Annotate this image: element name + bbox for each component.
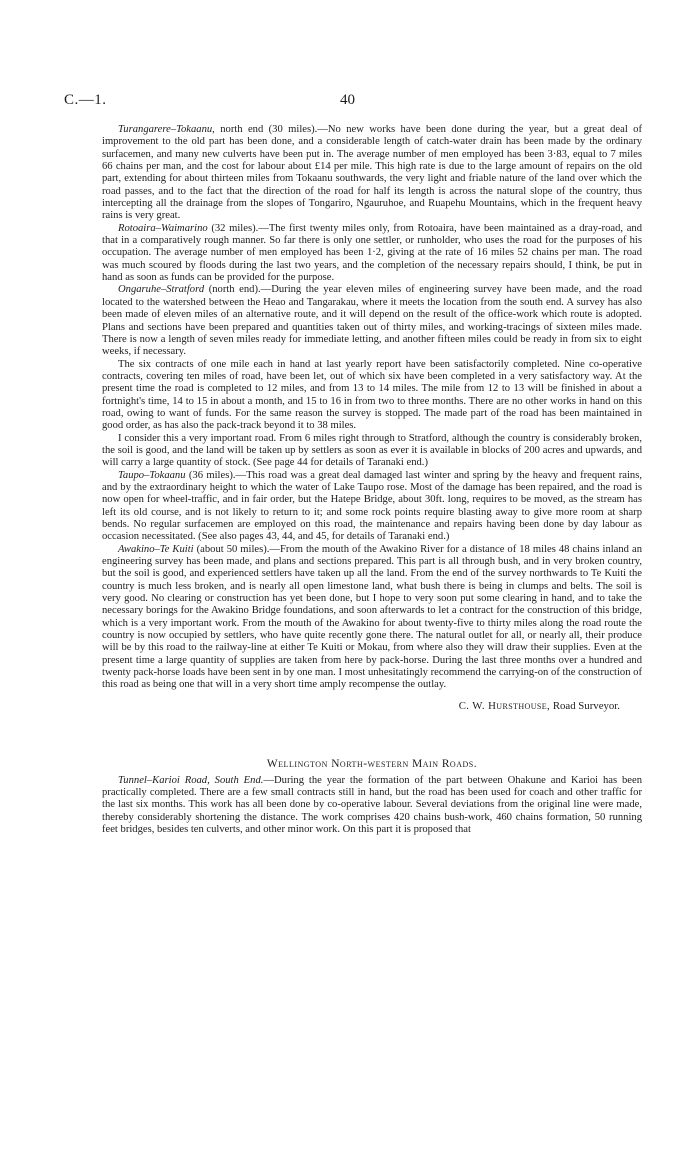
- paragraph-text: —During the year the formation of the part between Ohakune and Karioi has been practically completed. There are a few small contracts still in hand, but the road has been used for coach and other traffic for the last six months. This work has all been done by co-operative labour. Several deviations from the original line were made, thereby considerably shortening the distance. The work comprises 420 chains bush-work, 460 chains formation, 50 running feet bridges, besides ten culverts, and other minor work. On this part it is proposed that: [102, 774, 642, 835]
- paragraph-text: The six contracts of one mile each in hand at last yearly report have been satisfactorily completed. Nine co-operative contracts, covering ten miles of road, have been let, out of which six have been completed in a very satisfactory way. At the present time the road is completed to 12 miles, and from 13 to 14 miles. The mile from 12 to 13 will be finished in about a fortnight's time, 14 to 15 in about a month, and 15 to 16 in from two to three months. There are no other works in hand on this road, owing to want of funds. For the same reason the survey is stopped. The made part of the road has been maintained in good order, as has also the pack-track beyond it to 38 miles.: [102, 358, 642, 432]
- paragraph-text: (about 50 miles).—From the mouth of the Awakino River for a distance of 18 miles 48 chains inland an engineering survey has been made, and plans and sections prepared. This part is all through bush, and in very broken country, but the soil is good, and experienced settlers have taken up all the land. From the end of the survey northwards to Te Kuiti the country is much less broken, and is nearly all open limestone land, what bush there is being in clumps and belts. The soil is very good. No clearing or construction has yet been done, but I hope to very soon put some clearing in hand, and to take the necessary borings for the Awakino Bridge foundations, and soon afterwards to let a contract for the construction of this bridge, which is a very important work. From the mouth of the Awakino for about twenty-five to thirty miles along the road route the country is now occupied by settlers, who have quite recently gone there. The natural outlet for all, or nearly all, their produce will be by this road to the railway-line at either Te Kuiti or Mokau, from where also they will draw their supplies. Even at the present time a large quantity of supplies are taken from here by pack-horse. During the last three months over a hundred and twenty pack-horse loads have been sent in by one man. I most unhesitatingly recommend the carrying-on of the construction of this road as being one that will in a very short time amply recompense the outlay.: [102, 543, 642, 691]
- paragraph-contracts: [102, 359, 642, 433]
- paragraph-rotoaira-waimarino: [102, 223, 642, 285]
- paragraph-taupo-tokaanu: [102, 470, 642, 544]
- page-number: 40: [340, 92, 355, 108]
- page-header: [64, 92, 644, 112]
- signature-line: [102, 700, 620, 712]
- section-heading: Wellington North-western Main Roads.: [266, 758, 478, 771]
- paragraph-text: north end (30 miles).—No new works have been done during the year, but a great deal of improvement to the old part has been done, and a considerable length of catch-water drain has been made by the ordinary surfacemen, and many new culverts have been put in. The average number of men employed has been 3·83, equal to 7 miles 66 chains per man, and the cost for labour about £14 per mile. This high rate is due to the large amount of repairs on the old part, extending for about thirteen miles from Tokaanu southwards, the very light and friable nature of the land over which the road passes, and to the fact that the direction of the road for half its length is across the natural slope of the country, thus intercepting all the drainage from the slopes of Tongariro, Ngauruhoe, and Ruapehu Mountains, which in the frequent heavy rains is very great.: [102, 124, 642, 222]
- document-reference: C.—1.: [64, 92, 107, 108]
- road-name: Ongaruhe–Stratford: [118, 284, 205, 296]
- paragraph-awakino-te-kuiti: [102, 544, 642, 692]
- paragraph-tunnel-karioi: [102, 775, 642, 837]
- signature-title: Road Surveyor.: [552, 699, 620, 712]
- signature-name: C. W. Hursthouse,: [458, 699, 551, 712]
- paragraph-turangarere-tokaanu: [102, 124, 642, 223]
- paragraph-ongaruhe-stratford: [102, 284, 642, 358]
- road-name: Taupo–Tokaanu: [118, 469, 186, 481]
- road-name: Awakino–Te Kuiti: [118, 543, 194, 555]
- document-body: [102, 124, 642, 836]
- paragraph-text: (36 miles).—This road was a great deal damaged last winter and spring by the heavy and frequent rains, and by the extraordinary height to which the water of Lake Taupo rose. Most of the damage has been repaired, and the road is now open for wheel-traffic, and in fair order, but the Hatepe Bridge, about 30ft. long, requires to be moved, as the stream has left its old course, and is not likely to return to it; and some rock points require blasting away to give more room at sharp bends. No regular surfacemen are employed on this road, the maintenance and repairs having been done by day labour as occasion necessitated. (See also pages 43, 44, and 45, for details of Taranaki end.): [102, 469, 642, 543]
- road-name: Rotoaira–Waimarino: [118, 222, 208, 234]
- road-name: Tunnel–Karioi Road, South End.: [118, 774, 264, 786]
- paragraph-text: (north end).—During the year eleven miles of engineering survey have been made, and the road located to the watershed between the Heao and Tangarakau, where it meets the location from the south end. A survey has also been made of eleven miles of an alternative route, and it will depend on the result of the office-work which route is adopted. Plans and sections have been prepared and quantities taken out of thirty miles, and working-tracings of sixteen miles made. There is now a length of seven miles ready for immediate letting, and another fifteen miles could be ready in from six to eight weeks, if necessary.: [102, 284, 642, 358]
- paragraph-text: I consider this a very important road. From 6 miles right through to Stratford, although the country is considerably broken, the soil is good, and the land will be taken up by settlers as soon as ever it is available in blocks of 200 acres and upwards, and will carry a large quantity of stock. (See page 44 for details of Taranaki end.): [102, 432, 642, 469]
- road-name: Turangarere–Tokaanu,: [118, 124, 215, 135]
- paragraph-important-road: [102, 433, 642, 470]
- paragraph-text: (32 miles).—The first twenty miles only, from Rotoaira, have been maintained as a dray-road, and that in a comparatively rough manner. So far there is only one settler, or runholder, who uses the road for the purposes of his occupation. The average number of men employed has been 1·2, giving at the rate of 16 miles 52 chains per man. The road was much scoured by floods during the last two years, and the completion of the necessary repairs should, I think, be put in hand as soon as funds can be provided for the purpose.: [102, 222, 642, 284]
